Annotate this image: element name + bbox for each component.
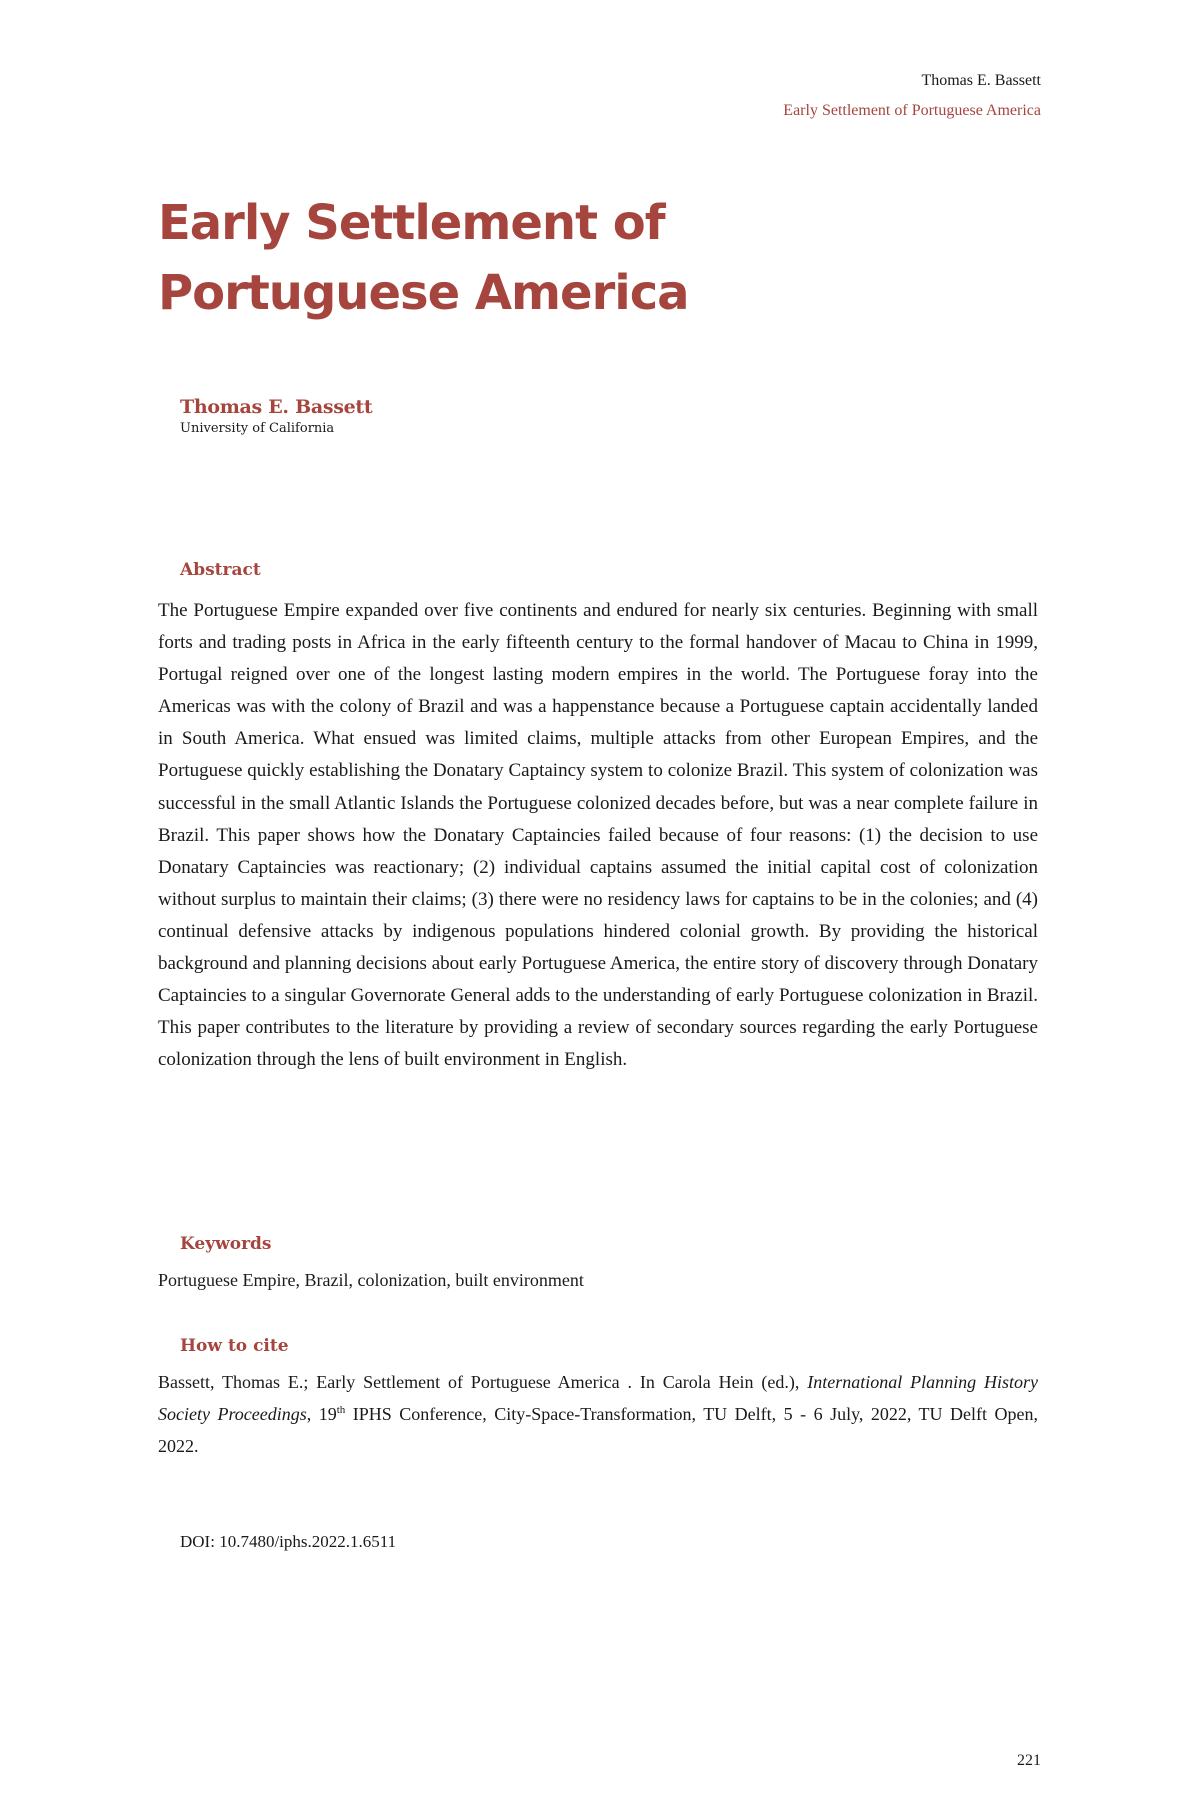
abstract-heading: Abstract (180, 560, 261, 580)
citation-conference-number: , 19 (306, 1404, 337, 1424)
author-block (180, 394, 372, 438)
author-name: Thomas E. Bassett (180, 396, 373, 418)
running-header-author: Thomas E. Bassett (921, 72, 1041, 89)
abstract-text: The Portuguese Empire expanded over five continents and endured for nearly six centuries. Beginning with small forts and trading posts in Africa in the early fifteenth century to the formal handover of Macau to China in 1999, Portugal reigned over one of the longest lasting modern empires in the world. The Portuguese foray into the Americas was with the colony of Brazil and was a happenstance because a Portuguese captain accidentally landed in South America. What ensued was limited claims, multiple attacks from other European Empires, and the Portuguese quickly establishing the Donatary Captaincy system to colonize Brazil. This system of colonization was successful in the small Atlantic Islands the Portuguese colonized decades before, but was a near complete failure in Brazil. This paper shows how the Donatary Captaincies failed because of four reasons: (1) the decision to use Donatary Captaincies was reactionary; (2) individual captains assumed the initial capital cost of colonization without surplus to maintain their claims; (3) there were no residency laws for captains to be in the colonies; and (4) continual defensive attacks by indigenous populations hindered colonial growth. By providing the historical background and planning decisions about early Portuguese America, the entire story of discovery through Donatary Captaincies to a singular Governorate General adds to the understanding of early Portuguese colonization in Brazil. This paper contributes to the literature by providing a review of secondary sources regarding the early Portuguese colonization through the lens of built environment in English. (158, 600, 1038, 1071)
citation-prefix: Bassett, Thomas E.; Early Settlement of Portuguese America . In Carola Hein (ed.), (158, 1372, 808, 1392)
keywords-text: Portuguese Empire, Brazil, colonization, built environment (158, 1270, 584, 1290)
citation-ordinal: th (336, 1404, 346, 1416)
page-number: 221 (1017, 1752, 1041, 1769)
paper-title-line2: Portuguese America (158, 265, 689, 321)
paper-title (158, 188, 958, 328)
citation-proceedings: International Planning History Society Proceedings (158, 1372, 1039, 1424)
citation-text (158, 1366, 1038, 1462)
how-to-cite-heading: How to cite (180, 1336, 289, 1356)
running-header-title: Early Settlement of Portuguese America (783, 102, 1041, 119)
doi: DOI: 10.7480/iphs.2022.1.6511 (180, 1532, 397, 1551)
citation-suffix: IPHS Conference, City-Space-Transformation, TU Delft, 5 - 6 July, 2022, TU Delft Open, 2022. (158, 1404, 1038, 1456)
author-affiliation: University of California (180, 421, 335, 436)
paper-title-line1: Early Settlement of (158, 195, 665, 251)
keywords-heading: Keywords (180, 1234, 272, 1254)
running-header (783, 66, 1041, 126)
